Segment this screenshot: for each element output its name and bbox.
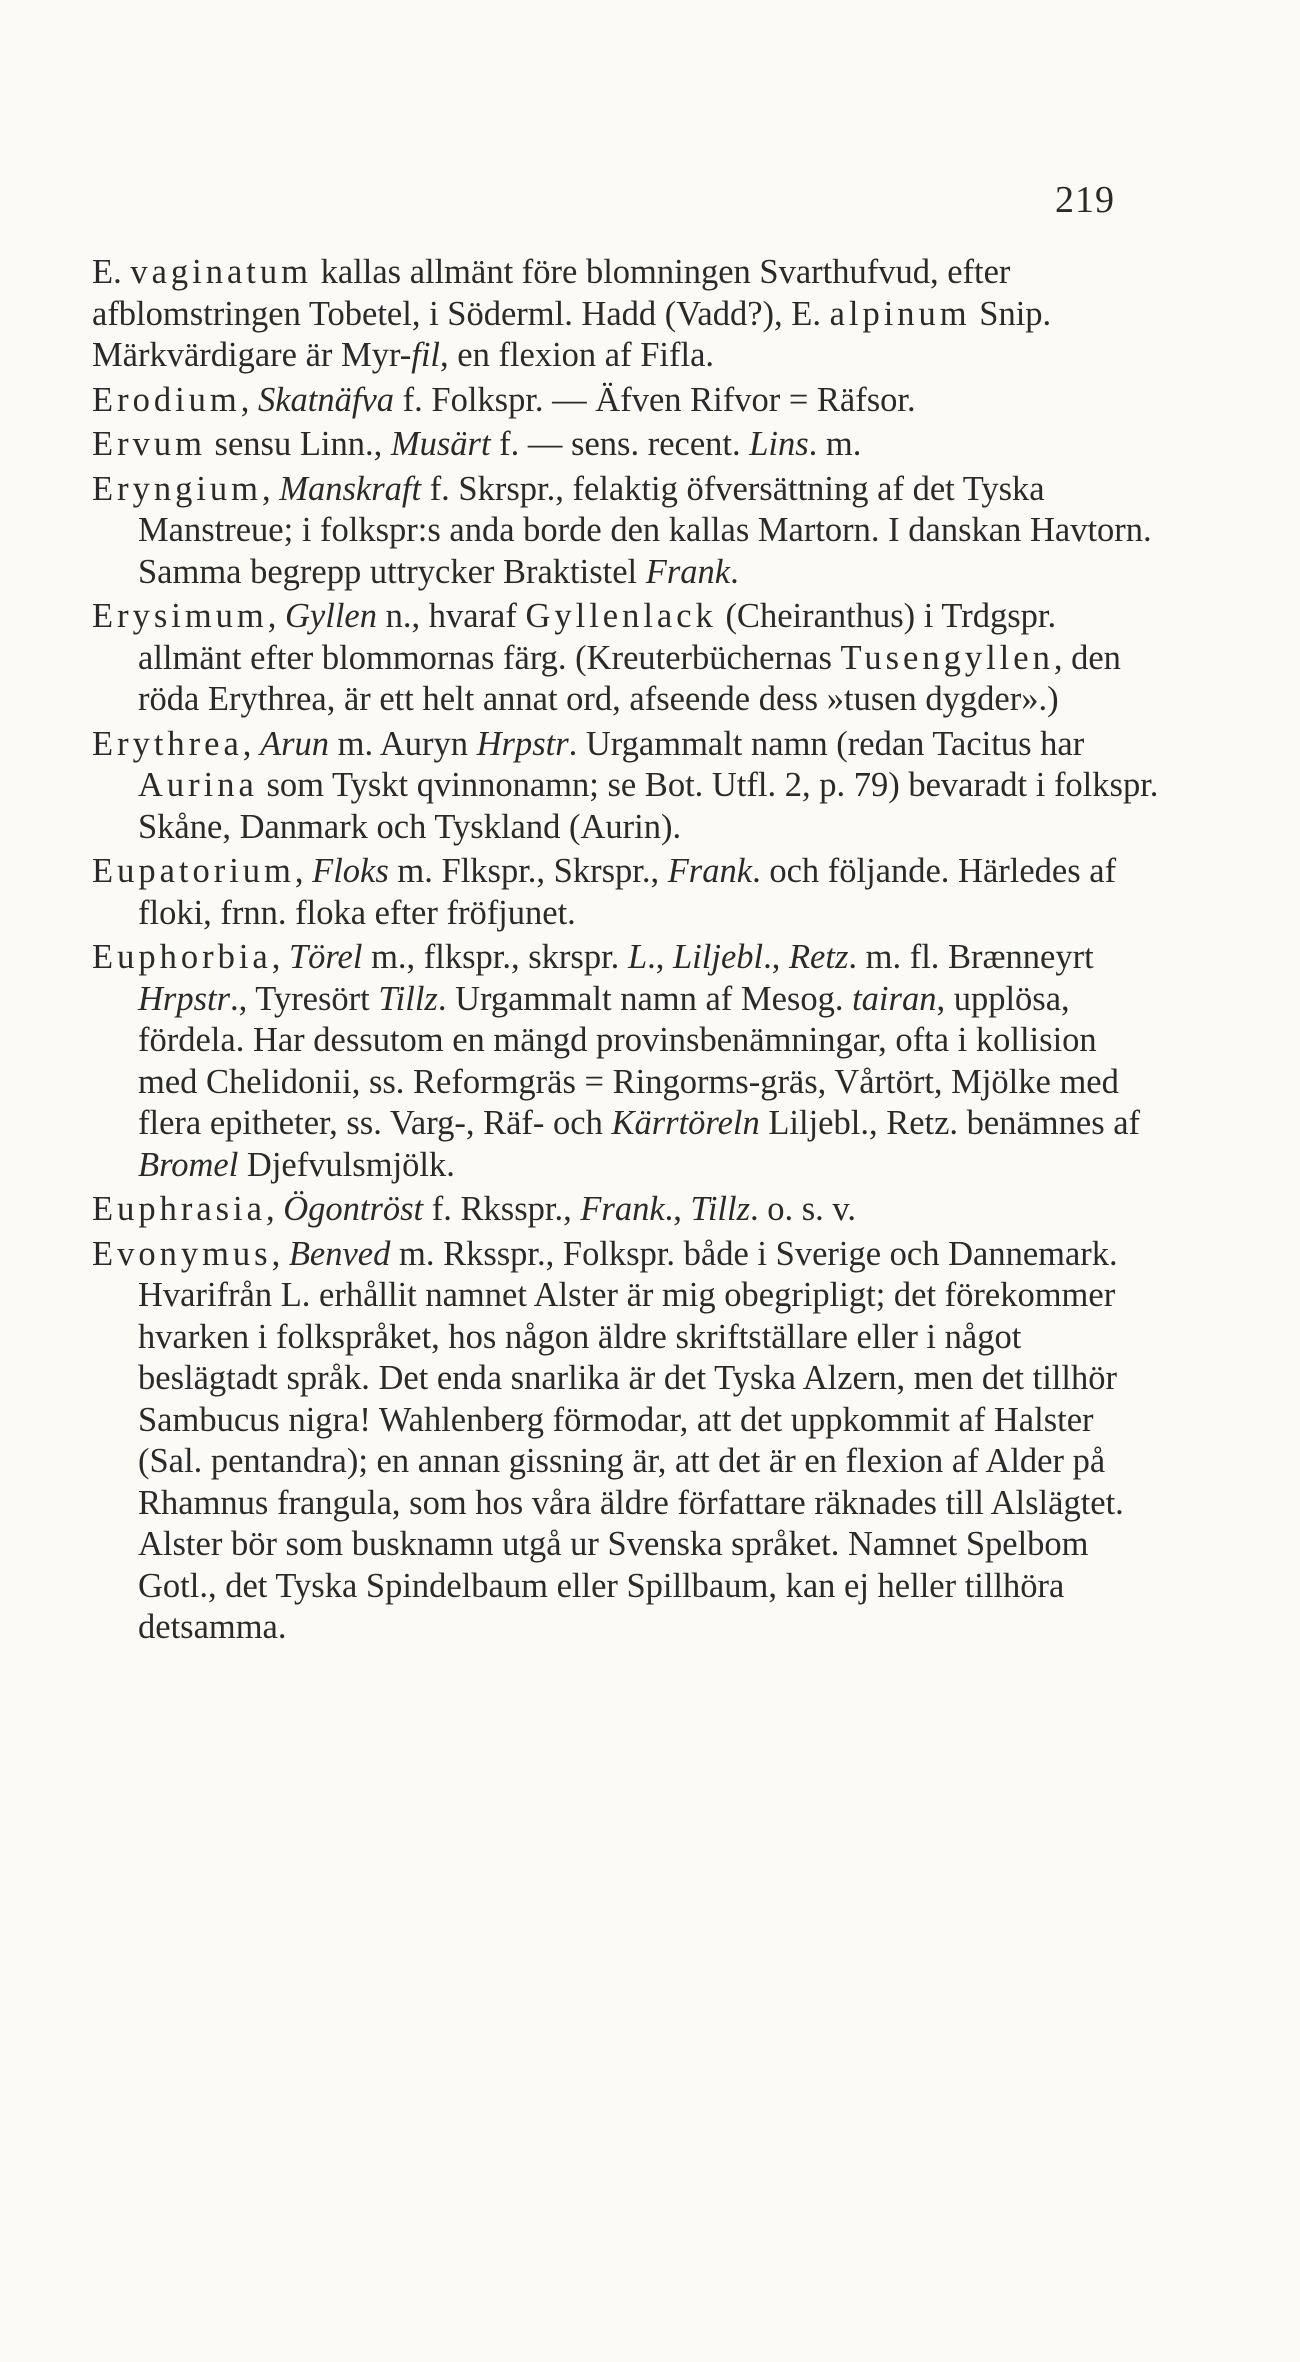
- italic-term: Manskraft: [279, 469, 422, 508]
- text-run: , den röda Erythrea, är ett helt annat ord, afseende dess »tusen dygder».): [138, 638, 1121, 718]
- italic-term: tairan: [852, 979, 937, 1018]
- spaced-term: Evonymus: [92, 1234, 272, 1273]
- italic-term: Lins: [749, 425, 809, 463]
- italic-term: Musärt: [390, 425, 491, 463]
- text-run: . o. s. v.: [750, 1190, 857, 1228]
- text-run: f. Folkspr. — Äfven Rifvor = Räfsor.: [394, 380, 916, 419]
- italic-term: Törel: [288, 938, 363, 976]
- text-run: . Urgammalt namn af Mesog.: [437, 979, 853, 1018]
- italic-term: Skatnäfva: [257, 380, 395, 419]
- text-run: f. — sens. recent.: [490, 425, 750, 463]
- italic-term: Bromel: [138, 1145, 239, 1184]
- italic-term: fil: [411, 336, 441, 374]
- italic-term: Floks: [312, 852, 389, 890]
- text-run: .,: [763, 938, 789, 976]
- entry-paragraph: [92, 596, 1164, 721]
- italic-term: Frank: [667, 852, 753, 890]
- text-run: f. Skrspr., felaktig öfversättning af det Tyska Manstreue; i folkspr:s anda borde den kallas Martorn. I danskan Havtorn. Samma begrepp uttrycker Braktistel: [138, 469, 1152, 591]
- spaced-term: vaginatum: [130, 253, 312, 291]
- text-run: ,: [261, 469, 280, 508]
- spaced-term: Erythrea: [92, 724, 243, 763]
- text-run: (Cheiranthus) i Trdgspr. allmänt efter blommornas färg. (Kreuterbüchernas: [138, 597, 1057, 677]
- spaced-term: Eupatorium: [92, 852, 295, 890]
- text-run: .: [730, 552, 739, 591]
- text-run: ., Tyresört: [230, 979, 379, 1018]
- text-run: m. Auryn: [329, 724, 477, 763]
- italic-term: Hrpstr: [476, 724, 569, 763]
- text-run: ,: [240, 380, 258, 419]
- text-run: .,: [664, 1190, 691, 1228]
- text-run: kallas allmänt före blomningen Svarthufvud, efter afblomstringen Tobetel, i Söderml. Hadd (Vadd?), E.: [92, 253, 1011, 333]
- entry-paragraph: [92, 424, 1164, 466]
- text-run: m. Flkspr., Skrspr.,: [388, 852, 668, 890]
- text-run: m. Rksspr., Folkspr. både i Sverige och Dannemark. Hvarifrån L. erhållit namnet Alster är mig obegripligt; det förekommer hvarken i folkspråket, hos någon äldre skriftställare eller i något beslägtadt språk. Det enda snarlika är det Tyska Alzern, men det tillhör Sambucus nigra! Wahlenberg förmodar, att det uppkommit af Halster (Sal. pentandra); en annan gissning är, att det är en flexion af Alder på Rhamnus frangula, som hos våra äldre författare räknades till Alslägtet. Alster bör som busknamn utgå ur Svenska språket. Namnet Spelbom Gotl., det Tyska Spindelbaum eller Spillbaum, kan ej heller tillhöra detsamma.: [138, 1234, 1124, 1646]
- spaced-term: Euphrasia: [92, 1190, 266, 1228]
- text-run: , en flexion af Fifla.: [440, 336, 715, 374]
- entry-paragraph: [92, 380, 1164, 422]
- italic-term: Frank: [645, 552, 731, 591]
- spaced-term: Aurina: [138, 766, 258, 804]
- entry-paragraph: [92, 1234, 1164, 1649]
- italic-term: Ögontröst: [283, 1190, 424, 1228]
- text-run: n., hvaraf: [376, 597, 526, 635]
- spaced-term: Gyllenlack: [525, 597, 717, 635]
- text-run: ,: [271, 1234, 289, 1273]
- text-run: f. Rksspr.,: [423, 1190, 581, 1228]
- text-run: . och följande. Härledes af floki, frnn. floka efter fröfjunet.: [138, 852, 1117, 932]
- text-run: . m. fl. Brænneyrt: [848, 938, 1094, 976]
- italic-term: Frank: [580, 1190, 665, 1228]
- text-run: m., flkspr., skrspr.: [362, 938, 628, 976]
- text-run: ,: [271, 938, 289, 976]
- italic-term: Tillz: [690, 1190, 750, 1228]
- italic-term: Retz: [788, 938, 849, 976]
- italic-term: Gyllen: [285, 597, 377, 635]
- entry-paragraph: [92, 1189, 1164, 1231]
- text-run: . Urgammalt namn (redan Tacitus har: [568, 724, 1085, 763]
- entry-paragraph: [92, 937, 1164, 1186]
- spaced-term: Euphorbia: [92, 938, 272, 976]
- spaced-term: Ervum: [92, 425, 206, 463]
- spaced-term: alpinum: [829, 294, 971, 333]
- text-run: ,: [242, 724, 261, 763]
- text-run: E.: [92, 253, 131, 291]
- text-run: som Tyskt qvinnonamn; se Bot. Utfl. 2, p. 79) bevaradt i folkspr. Skåne, Danmark och Tyskland (Aurin).: [138, 766, 1159, 846]
- entry-paragraph: [92, 724, 1164, 849]
- spaced-term: Erodium: [92, 380, 241, 419]
- text-run: .,: [647, 938, 673, 976]
- entry-paragraph: [92, 252, 1164, 377]
- text-run: ,: [265, 1190, 284, 1228]
- text-run: Snip. Märkvärdigare är Myr-: [92, 294, 1052, 374]
- italic-term: Tillz: [378, 979, 438, 1018]
- text-run: . m.: [808, 425, 862, 463]
- text-run: ,: [294, 852, 313, 890]
- text-run: sensu Linn.,: [205, 425, 391, 463]
- text-run: Djefvulsmjölk.: [238, 1145, 455, 1184]
- text-run: , upplösa, fördela. Har dessutom en mängd provinsbenämningar, ofta i kollision med Chelidonii, ss. Reformgräs = Ringorms-gräs, Vårtört, Mjölke med flera epitheter, ss. Varg-, Räf- och: [138, 979, 1119, 1142]
- body-text: [92, 252, 1164, 1652]
- italic-term: Benved: [288, 1234, 391, 1273]
- page-number: 219: [1055, 179, 1115, 221]
- italic-term: Hrpstr: [138, 979, 231, 1018]
- entry-paragraph: [92, 851, 1164, 934]
- spaced-term: Tusengyllen: [840, 638, 1054, 677]
- spaced-term: Erysimum: [92, 597, 268, 635]
- spaced-term: Eryngium: [92, 469, 262, 508]
- italic-term: Kärrtöreln: [611, 1104, 760, 1142]
- text-run: Liljebl., Retz. benämnes af: [759, 1104, 1141, 1142]
- italic-term: Arun: [260, 724, 330, 763]
- entry-paragraph: [92, 469, 1164, 594]
- italic-term: L: [627, 938, 648, 976]
- italic-term: Liljebl: [673, 938, 764, 976]
- text-run: ,: [267, 597, 285, 635]
